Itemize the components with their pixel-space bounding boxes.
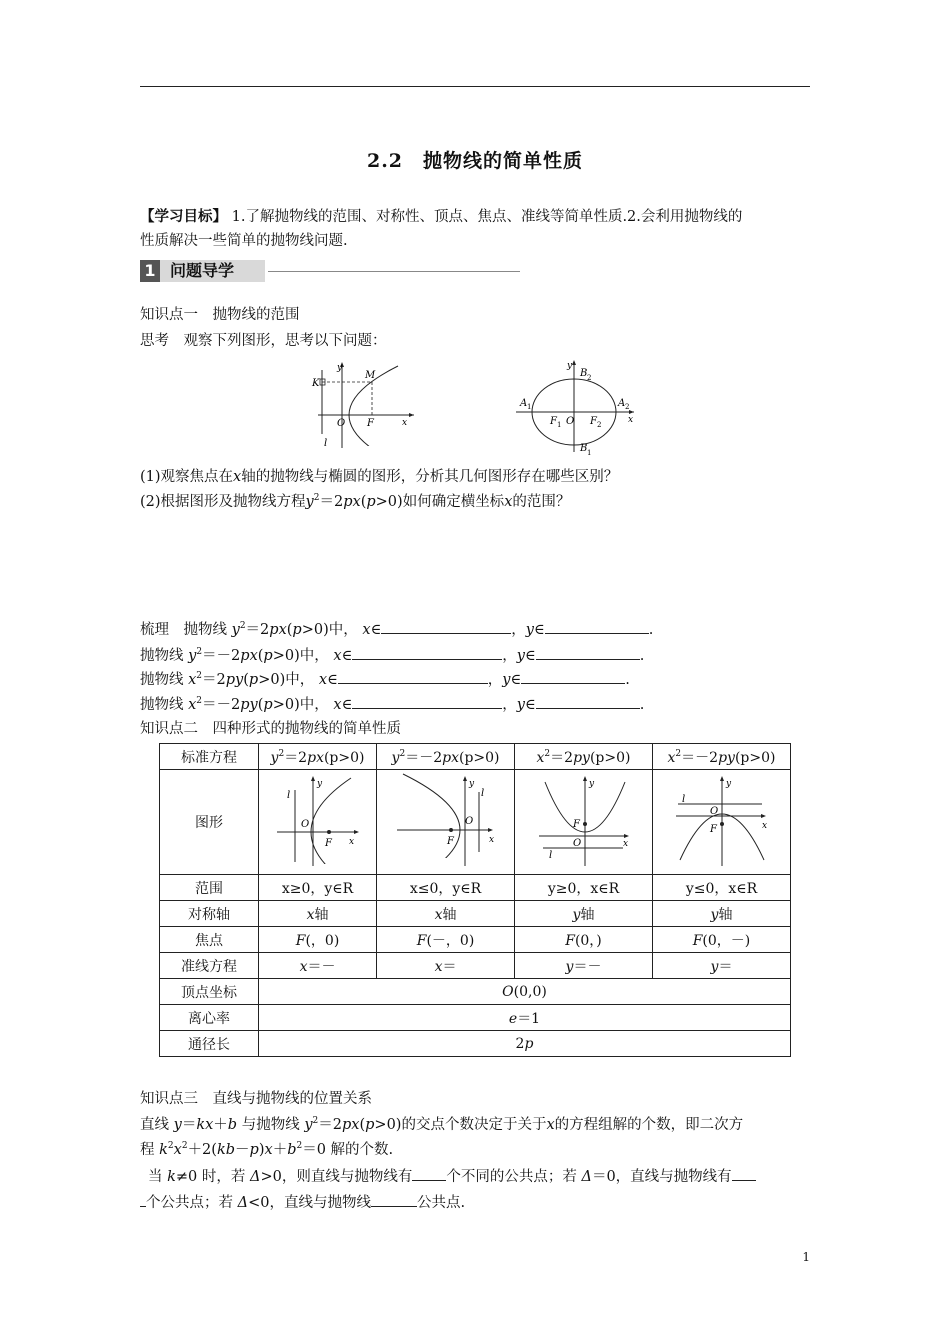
- table-cell: F(0，－): [652, 927, 790, 953]
- blank-x-range-1[interactable]: [381, 619, 511, 634]
- label-O: O: [572, 838, 581, 849]
- row-label: 范围: [160, 875, 259, 901]
- cond-p: p: [263, 648, 273, 664]
- cond-open: (: [257, 697, 264, 713]
- eq-sup: 2: [239, 621, 246, 631]
- cond-open: (: [257, 648, 264, 664]
- label-x: x: [348, 837, 354, 847]
- label-l: l: [324, 438, 328, 449]
- cond-close: >0)中，: [301, 622, 358, 638]
- label-y: y: [567, 361, 573, 371]
- label-l: l: [548, 850, 552, 861]
- table-cell: [259, 770, 377, 875]
- table-cell: F(－，0): [377, 927, 515, 953]
- in-symbol: ∈: [341, 648, 353, 664]
- table-row: [160, 901, 791, 927]
- label-A1: A: [520, 398, 528, 409]
- q2-var-y: y: [305, 494, 314, 510]
- label-F: F: [367, 418, 374, 429]
- table-cell: x≥0，y∈R: [259, 875, 377, 901]
- q2-text-d: >0)如何确定横坐标: [375, 494, 505, 510]
- var-y: y: [502, 672, 511, 688]
- comma: ，: [502, 697, 517, 713]
- period: .: [625, 672, 630, 688]
- in-symbol: ∈: [525, 697, 536, 713]
- blank-x-range-3[interactable]: [338, 669, 488, 684]
- label-F: F: [710, 824, 718, 835]
- eq-pv: py: [240, 697, 258, 713]
- sub-1: 1: [527, 403, 532, 411]
- q2-text-b: ＝2: [319, 494, 344, 510]
- cond-close: >0)中，: [272, 697, 329, 713]
- in-symbol: ∈: [370, 622, 382, 638]
- blank-y-range-2[interactable]: [536, 645, 640, 660]
- table-row: [160, 953, 791, 979]
- label-A2: A: [618, 398, 626, 409]
- question-1: [140, 467, 618, 487]
- q2-var-px: px: [343, 494, 361, 510]
- row-label: 对称轴: [160, 901, 259, 927]
- summary-line-4: [140, 694, 644, 715]
- summary-line-2: [140, 645, 644, 666]
- q2-text-c: (: [360, 494, 367, 510]
- table-cell: y≤0，x∈R: [652, 875, 790, 901]
- properties-table: [159, 743, 791, 1057]
- table-cell: $x^2=2py(p>0)$: [515, 744, 653, 770]
- table-row: [160, 927, 791, 953]
- parabola-down-figure: [666, 772, 776, 868]
- summary-lead: 梳理: [140, 622, 184, 638]
- table-cell: 2p: [259, 1031, 791, 1057]
- var-x: x: [318, 672, 328, 688]
- sub-2: 2: [597, 421, 602, 429]
- label-B1: B: [580, 443, 588, 454]
- table-cell: y＝－: [515, 953, 653, 979]
- cond-open: (: [286, 622, 293, 638]
- blank-x-range-2[interactable]: [352, 645, 502, 660]
- table-cell: [377, 770, 515, 875]
- eq-sup: 2: [196, 671, 203, 681]
- blank-y-range-3[interactable]: [521, 669, 625, 684]
- sub-1: 1: [587, 449, 592, 456]
- kp2-heading: 知识点二 四种形式的抛物线的简单性质: [140, 721, 401, 737]
- kp1-heading: 知识点一 抛物线的范围: [140, 307, 300, 323]
- label-F2: F: [590, 416, 597, 427]
- eq-sup: 2: [196, 696, 203, 706]
- parabola-left-figure: [391, 772, 501, 868]
- section-number: 1: [140, 260, 160, 282]
- sub-2: 2: [625, 403, 630, 411]
- table-row: [160, 770, 791, 875]
- var-x: x: [333, 697, 342, 713]
- eq-var: x: [188, 697, 197, 713]
- blank-count-1[interactable]: [412, 1166, 446, 1181]
- table-cell: e＝1: [259, 1005, 791, 1031]
- table-cell: F(，0): [259, 927, 377, 953]
- table-cell: x＝: [377, 953, 515, 979]
- table-cell: y轴: [652, 901, 790, 927]
- period: .: [639, 648, 645, 664]
- blank-y-range-4[interactable]: [536, 694, 640, 709]
- cond-close: >0)中，: [272, 648, 329, 664]
- label-y: y: [588, 779, 594, 789]
- period: .: [639, 697, 645, 713]
- label-F1: F: [550, 416, 557, 427]
- table-cell: [515, 770, 653, 875]
- row-label: 图形: [160, 770, 259, 875]
- goals-text-1: 1.了解抛物线的范围、对称性、顶点、焦点、准线等简单性质.2.会利用抛物线的: [227, 209, 743, 225]
- comma: ，: [502, 648, 517, 664]
- table-cell: [652, 770, 790, 875]
- kp3-paragraph-3: 当 k≠0 时，若 Δ>0，则直线与抛物线有 个不同的公共点；若 Δ＝0，直线与抛物线有: [148, 1166, 756, 1187]
- label-O: O: [300, 819, 309, 830]
- table-cell: $y^2=-2px(p>0)$: [377, 744, 515, 770]
- label-F: F: [572, 819, 580, 830]
- q2-var-x: x: [504, 494, 513, 510]
- eq-rhs: ＝－2: [202, 697, 241, 713]
- eq-var: y: [188, 648, 197, 664]
- q1-text-a: (1)观察焦点在: [140, 469, 234, 485]
- summary-word: 抛物线: [140, 648, 184, 664]
- q1-text-b: 轴的抛物线与椭圆的图形，分析其几何图形存在哪些区别？: [241, 469, 619, 485]
- eq-rhs: ＝2: [245, 622, 270, 638]
- ellipse-figure: [512, 356, 640, 456]
- table-row: [160, 744, 791, 770]
- header-rule: [140, 86, 810, 87]
- label-F: F: [446, 836, 454, 847]
- table-row: [160, 1005, 791, 1031]
- kp1-think: 思考 观察下列图形，思考以下问题：: [140, 333, 387, 349]
- parabola-right-figure: [273, 772, 363, 868]
- label-F: F: [324, 838, 332, 849]
- cond-p: p: [292, 622, 302, 638]
- label-O: O: [337, 418, 346, 429]
- blank-count-2a[interactable]: [732, 1166, 756, 1181]
- q2-text-e: 的范围？: [512, 494, 571, 510]
- eq-sup: 2: [196, 647, 203, 657]
- parabola-up-figure: [529, 772, 639, 868]
- section-title: 问题导学: [170, 261, 235, 280]
- var-x: x: [362, 622, 371, 638]
- label-l: l: [480, 788, 484, 799]
- label-O: O: [464, 816, 473, 827]
- page-title: 2.2 抛物线的简单性质: [366, 150, 584, 172]
- table-row: [160, 1031, 791, 1057]
- label-x: x: [488, 835, 494, 845]
- var-y: y: [516, 648, 525, 664]
- eq-pv: px: [269, 622, 287, 638]
- row-label: 顶点坐标: [160, 979, 259, 1005]
- blank-count-3[interactable]: [371, 1192, 417, 1207]
- table-cell: O(0,0): [259, 979, 791, 1005]
- learning-goals: [140, 205, 812, 253]
- page-number: 1: [802, 1250, 810, 1264]
- section-divider: [268, 271, 520, 272]
- summary-line-3: [140, 669, 630, 690]
- q2-sup: 2: [313, 493, 320, 503]
- cond-close: >0)中，: [258, 672, 315, 688]
- cond-open: (: [243, 672, 249, 688]
- label-y: y: [337, 363, 343, 373]
- in-symbol: ∈: [341, 697, 353, 713]
- q1-var-x: x: [233, 469, 242, 485]
- label-l: l: [682, 794, 686, 805]
- q2-var-p: p: [366, 494, 376, 510]
- parabola-figure: [310, 358, 420, 450]
- label-x: x: [762, 821, 768, 831]
- blank-y-range-1[interactable]: [545, 619, 649, 634]
- row-label: 准线方程: [160, 953, 259, 979]
- label-O: O: [710, 806, 719, 817]
- blank-x-range-4[interactable]: [352, 694, 502, 709]
- in-symbol: ∈: [510, 672, 522, 688]
- var-y: y: [516, 697, 525, 713]
- goals-label: 【学习目标】: [140, 208, 227, 225]
- row-label: 标准方程: [160, 744, 259, 770]
- summary-word: 抛物线: [140, 672, 184, 688]
- label-x: x: [402, 418, 408, 428]
- in-symbol: ∈: [534, 622, 545, 638]
- q2-text-a: (2)根据图形及抛物线方程: [140, 494, 306, 510]
- label-M: M: [365, 370, 376, 381]
- table-cell: y轴: [515, 901, 653, 927]
- table-cell: F(0，): [515, 927, 653, 953]
- summary-word: 抛物线: [140, 697, 184, 713]
- question-2: [140, 492, 570, 512]
- table-cell: x＝－: [259, 953, 377, 979]
- label-x: x: [622, 839, 628, 849]
- eq-var: y: [231, 622, 240, 638]
- table-cell: y＝: [652, 953, 790, 979]
- cond-p: p: [263, 697, 273, 713]
- label-O: O: [566, 416, 575, 427]
- kp3-heading: 知识点三 直线与抛物线的位置关系: [140, 1091, 372, 1107]
- row-label: 焦点: [160, 927, 259, 953]
- table-cell: y≥0，x∈R: [515, 875, 653, 901]
- summary-word: 抛物线: [183, 622, 227, 638]
- label-l: l: [286, 790, 290, 801]
- sub-1: 1: [557, 421, 562, 429]
- var-x: x: [333, 648, 342, 664]
- in-symbol: ∈: [327, 672, 338, 688]
- eq-pv: py: [225, 672, 244, 688]
- sub-2: 2: [587, 374, 592, 382]
- kp3-paragraph-2: 程 $k^2x^2+2(kb-p)x+b^2=0$ 解的个数.: [140, 1141, 394, 1158]
- table-cell: x≤0，y∈R: [377, 875, 515, 901]
- label-y: y: [726, 779, 732, 789]
- eq-var: x: [188, 672, 197, 688]
- kp3-paragraph-4: 个公共点；若 Δ<0，直线与抛物线 公共点.: [140, 1192, 465, 1213]
- eq-rhs: ＝2: [202, 672, 226, 688]
- row-label: 通径长: [160, 1031, 259, 1057]
- label-B2: B: [580, 368, 588, 379]
- summary-line-1: [140, 619, 653, 640]
- table-row: [160, 979, 791, 1005]
- row-label: 离心率: [160, 1005, 259, 1031]
- label-y: y: [468, 779, 474, 789]
- in-symbol: ∈: [525, 648, 536, 664]
- comma: ，: [511, 622, 526, 638]
- eq-pv: px: [240, 648, 258, 664]
- kp3-paragraph-1: 直线 y＝kx＋b 与抛物线 $y^2=2px(p>0)$的交点个数决定于关于x的方程组解的个数，即二次方: [140, 1116, 744, 1133]
- label-x: x: [628, 415, 634, 425]
- var-y: y: [525, 622, 534, 638]
- table-cell: $x^2=-2py(p>0)$: [652, 744, 790, 770]
- cond-p: p: [248, 672, 259, 688]
- table-cell: $y^2=2px(p>0)$: [259, 744, 377, 770]
- goals-text-2: 性质解决一些简单的抛物线问题.: [140, 233, 348, 249]
- table-cell: x轴: [377, 901, 515, 927]
- table-row: [160, 875, 791, 901]
- table-cell: x轴: [259, 901, 377, 927]
- label-K: K: [312, 378, 320, 389]
- period: .: [648, 622, 654, 638]
- eq-rhs: ＝－2: [202, 648, 241, 664]
- label-y: y: [316, 779, 322, 789]
- comma: ，: [487, 672, 503, 688]
